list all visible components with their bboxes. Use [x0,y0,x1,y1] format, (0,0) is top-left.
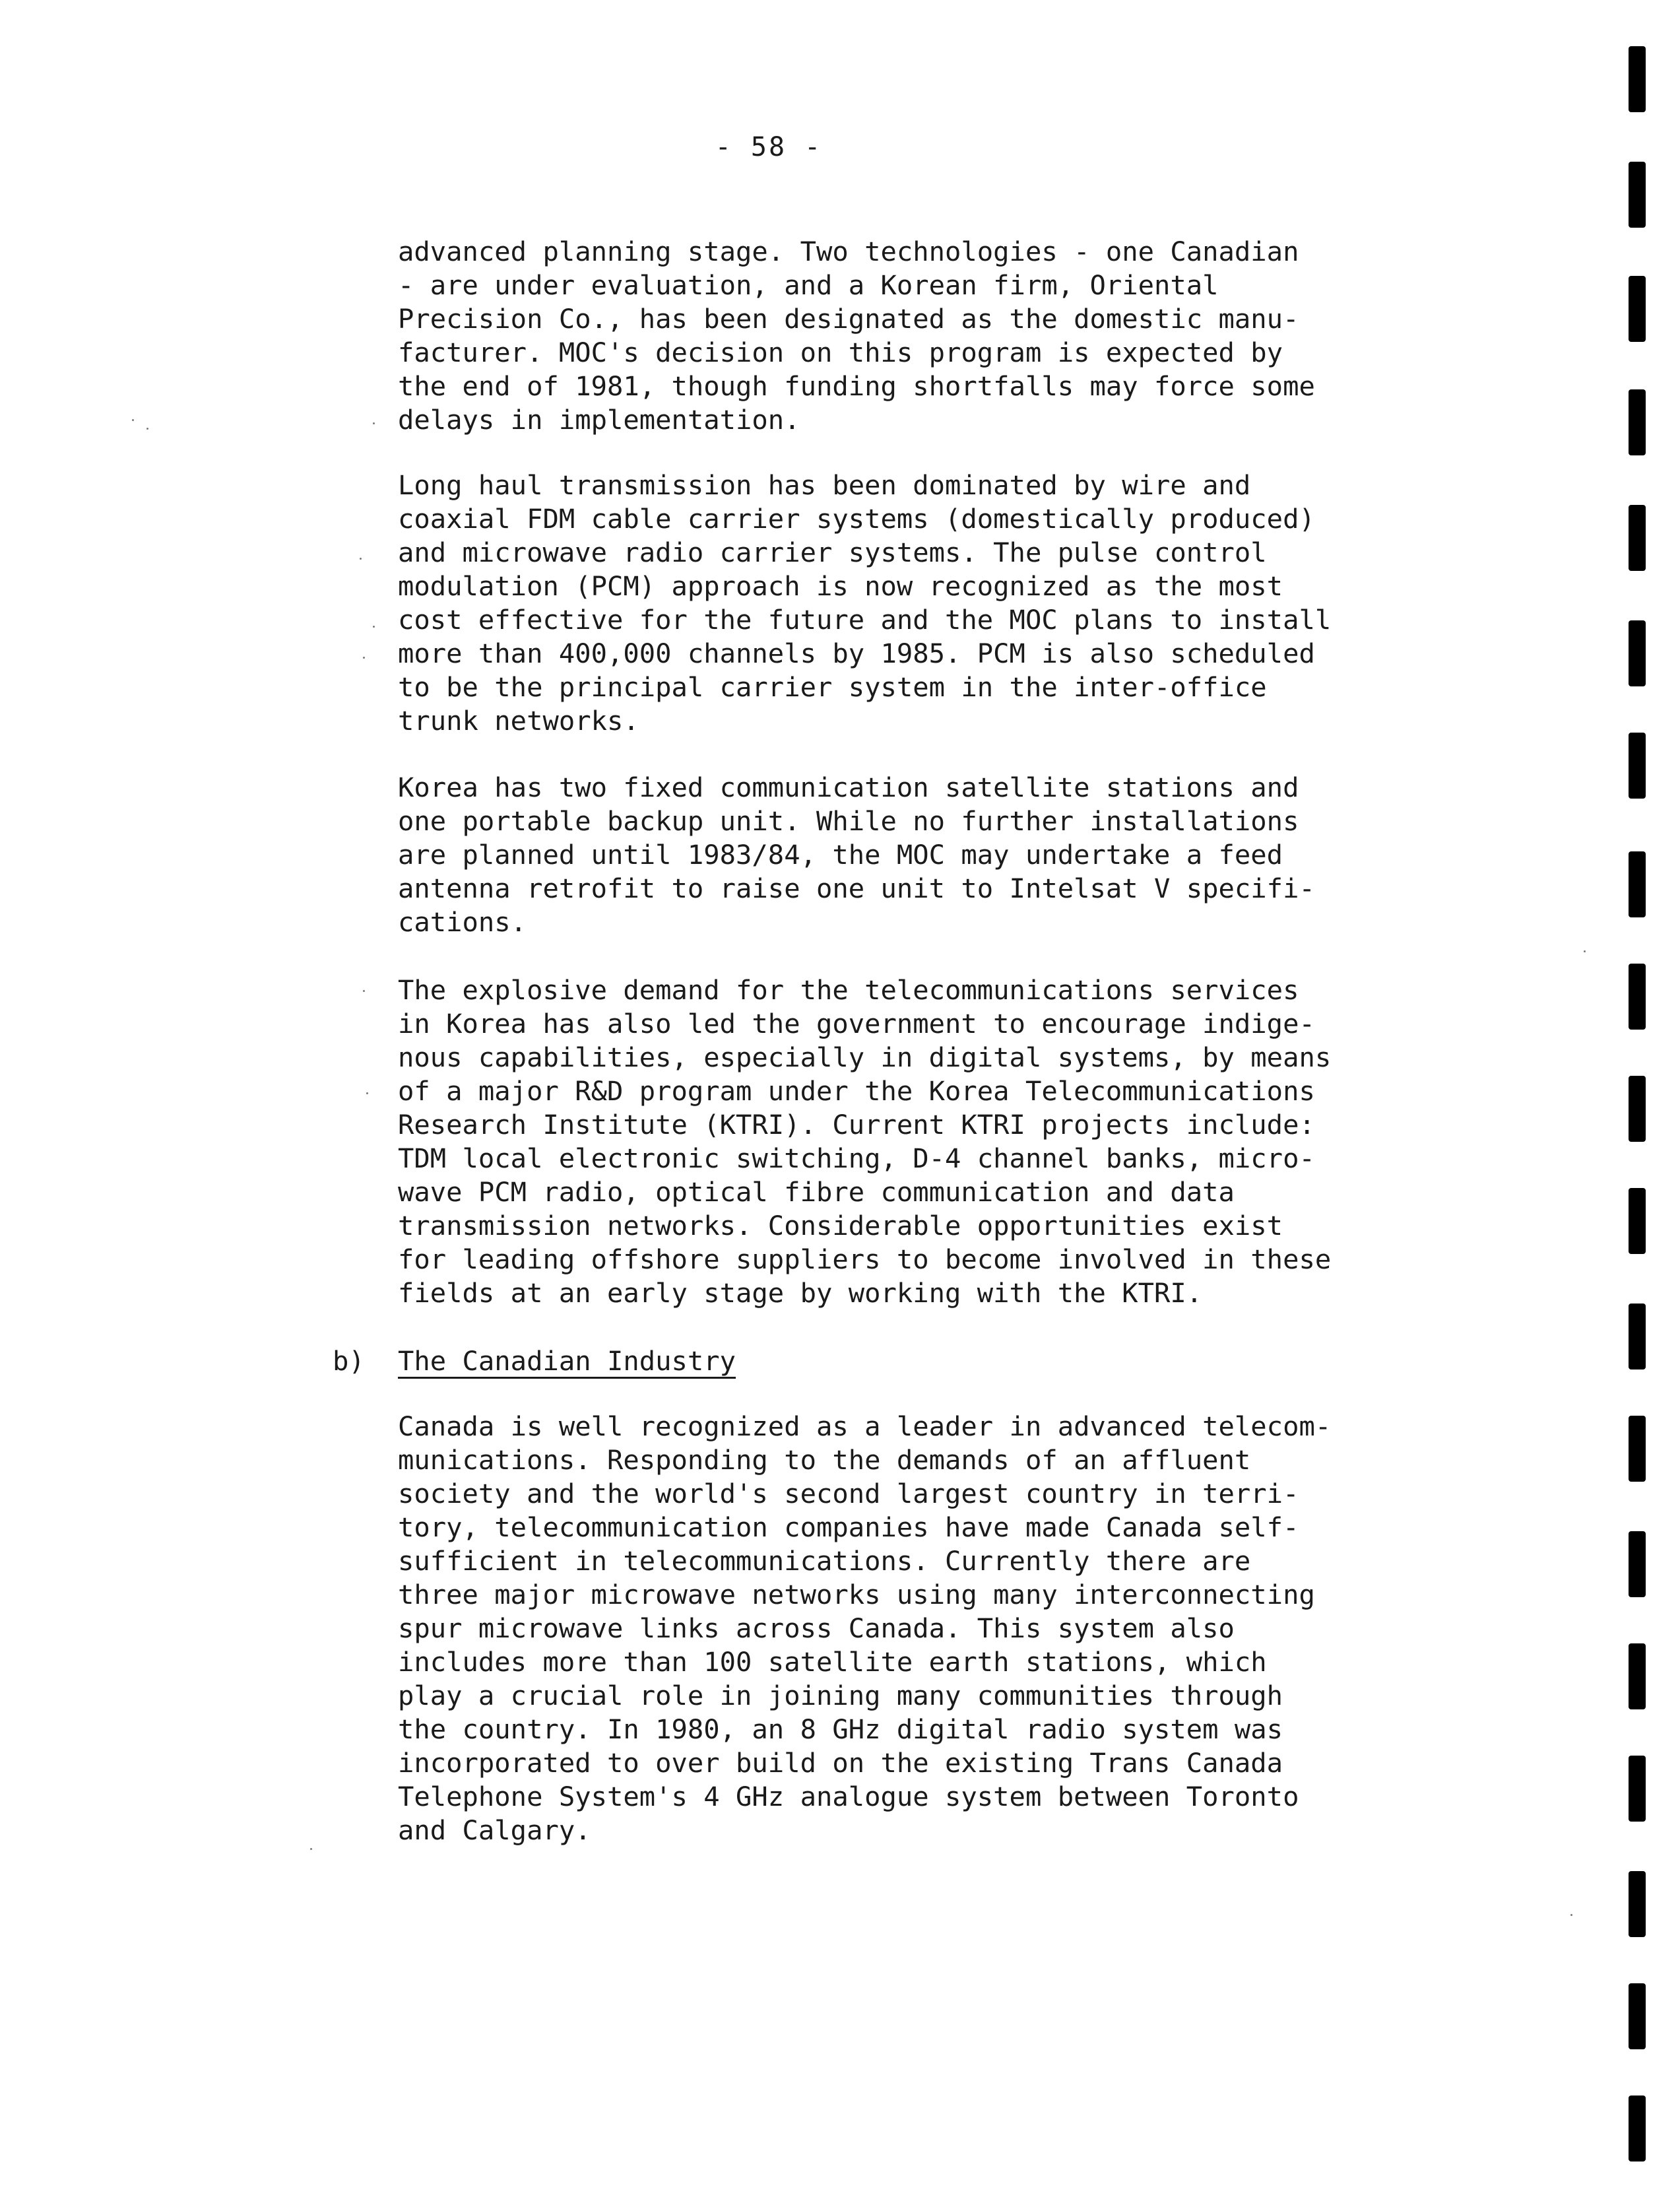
scan-speck [310,1848,312,1850]
binder-mark [1629,2096,1646,2162]
binder-mark [1629,1983,1646,2049]
binder-mark [1629,1643,1646,1709]
binder-mark [1629,1756,1646,1822]
binder-mark [1629,1304,1646,1370]
paragraph-ktri-program: The explosive demand for the telecommunications services in Korea has also led the government to encourage indige- nous capabilities, especially in digital systems, by means of a major R&D program under the Korea Telecommunications Research Institute (KTRI). Current KTRI projects include: TDM local electronic switching, D-4 channel banks, micro- wave PCM radio, optical fibre communication and data transmission networks. Considerable opportunities exist for leading offshore suppliers to become involved in these fields at an early stage by working with the KTRI. [398,974,1332,1309]
binder-mark [1629,162,1646,228]
binder-mark [1629,733,1646,799]
binder-mark [1629,46,1646,112]
scan-speck [1584,950,1586,952]
paragraph-long-haul-transmission: Long haul transmission has been dominated by wire and coaxial FDM cable carrier systems (domestically produced) and microwave radio carrier systems. The pulse control modulation (PCM) approach is now recognized as the most cost effective for the future and the MOC plans to install more than 400,000 channels by 1985. PCM is also scheduled to be the principal carrier system in the inter-office trunk networks. [398,469,1332,737]
paragraph-advanced-planning: advanced planning stage. Two technologies - one Canadian - are under evaluation, and a Korean firm, Oriental Precision Co., has been designated as the domestic manu- facturer. MOC's decision on this program is expected by the end of 1981, though funding shortfalls may force some delays in implementation. [398,236,1315,436]
scan-speck [373,626,375,628]
scan-speck [366,1092,368,1094]
scan-speck [373,422,375,424]
scan-speck [1570,1914,1572,1916]
section-heading: The Canadian Industry [398,1345,736,1377]
binder-mark [1629,1531,1646,1597]
scan-speck [146,428,148,430]
binder-mark [1629,964,1646,1030]
paragraph-canadian-industry: Canada is well recognized as a leader in advanced telecom- munications. Responding to the demands of an affluent society and the world's second largest country in terri- tory, telecommunication companies have made Canada self- sufficient in telecommunications. Currently there are three major microwave networks using many interconnecting spur microwave links across Canada. This system also includes more than 100 satellite earth stations, which play a crucial role in joining many communities through the country. In 1980, an 8 GHz digital radio system was incorporated to over build on the existing Trans Canada Telephone System's 4 GHz analogue system between Toronto and Calgary. [398,1410,1332,1846]
page-number: - 58 - [715,132,823,162]
binder-mark [1629,851,1646,917]
binder-mark [1629,1416,1646,1482]
binder-mark [1629,505,1646,571]
scan-speck [363,657,365,659]
binder-mark [1629,620,1646,686]
scan-speck [360,558,362,560]
scan-speck [132,419,134,421]
paragraph-satellite-stations: Korea has two fixed communication satellite stations and one portable backup unit. While no further installations are planned until 1983/84, the MOC may undertake a feed antenna retrofit to raise one unit to Intelsat V specifi- cations. [398,772,1315,938]
binder-mark [1629,276,1646,342]
binder-mark [1629,1076,1646,1142]
section-marker: b) [333,1345,365,1377]
binder-mark [1629,1871,1646,1937]
scan-speck [363,990,365,992]
binder-mark [1629,389,1646,455]
binder-mark [1629,1188,1646,1254]
